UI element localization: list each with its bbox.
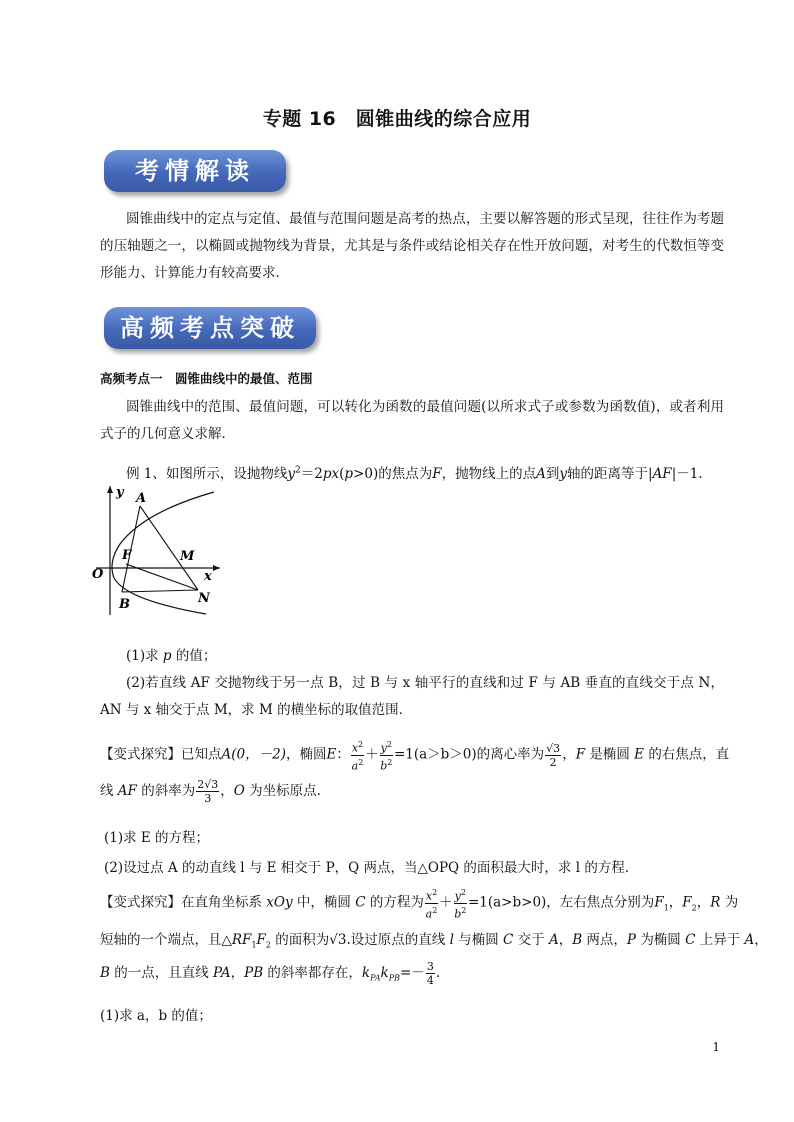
variant1-line1: 【变式探究】已知点A(0，－2)，椭圆E： $\frac{x^2}{a^2}$ ＋ $\frac{y^2}{b^2}$ =1(a＞b＞0)的离心率为 $\frac{√3}{2}$ ，F 是椭圆 E 的右焦点，直 xyxy=(100,740,730,773)
variant1-question1: (1)求 E 的方程； xyxy=(104,830,210,846)
label-x: x xyxy=(204,569,212,584)
label-B: B xyxy=(119,597,130,612)
segment-AN xyxy=(140,506,198,590)
variant2-question1: (1)求 a，b 的值； xyxy=(100,1008,212,1024)
variant2-line3: B 的一点，且直线 PA，PB 的斜率都存在，$k_{PA}k_{PB}=-$ $\frac{3}{4}$ . xyxy=(100,960,441,987)
intro-paragraph: 圆锥曲线中的定点与定值、最值与范围问题是高考的热点，主要以解答题的形式呈现，往往作为考题的压轴题之一，以椭圆或抛物线为背景，尤其是与条件或结论相关存在性开放问题，对考生的代数恒等变形能力、计算能力有较高要求． xyxy=(100,211,724,281)
section-heading: 高频考点一 圆锥曲线中的最值、范围 xyxy=(100,371,313,386)
x-axis-arrow xyxy=(213,565,220,571)
label-N: N xyxy=(198,591,210,606)
variant2-line2: 短轴的一个端点，且$\triangle RF_1F_2$ 的面积为√3.设过原点的直线 l 与椭圆 C 交于 A，B 两点，P 为椭圆 C 上异于 A， xyxy=(100,932,768,950)
banner-exam-analysis: 考情解读 xyxy=(104,150,286,192)
variant2-line1: 【变式探究】在直角坐标系 xOy 中，椭圆 C 的方程为 $\frac{x^2}{a^2}$ ＋ $\frac{y^2}{b^2}$ =1(a>b>0)，左右焦点分别为$F_1$，$F_2$，R 为 xyxy=(100,888,739,921)
label-A: A xyxy=(136,491,147,506)
label-M: M xyxy=(180,549,195,564)
label-F: F xyxy=(122,548,132,563)
banner-key-points: 高频考点突破 xyxy=(104,307,316,349)
segment-BN xyxy=(122,590,198,592)
y-axis-arrow xyxy=(107,486,113,493)
label-y: y xyxy=(116,485,124,500)
example1-question1: (1)求 p 的值； xyxy=(126,648,217,664)
label-O: O xyxy=(92,567,104,582)
example1-question2: (2)若直线 AF 交抛物线于另一点 B，过 B 与 x 轴平行的直线和过 F 与 AB 垂直的直线交于点 N，AN 与 x 轴交于点 M，求 M 的横坐标的取值范围． xyxy=(100,675,724,718)
section-paragraph: 圆锥曲线中的范围、最值问题，可以转化为函数的最值问题(以所求式子或参数为函数值)，或者利用式子的几何意义求解． xyxy=(100,399,724,442)
example1-statement: 例 1、如图所示，设抛物线$y^2=2px(p>0)$的焦点为F，抛物线上的点A到y轴的距离等于|AF|－1． xyxy=(126,465,712,482)
variant1-question2: (2)设过点 A 的动直线 l 与 E 相交于 P，Q 两点，当△OPQ 的面积最大时，求 l 的方程． xyxy=(104,860,639,876)
variant1-line2: 线 AF 的斜率为 $\frac{2√3}{3}$ ，O 为坐标原点． xyxy=(100,778,331,805)
parabola-figure xyxy=(86,482,222,618)
page-title: 专题 16 圆锥曲线的综合应用 xyxy=(262,108,532,130)
page-number: 1 xyxy=(712,1040,720,1054)
